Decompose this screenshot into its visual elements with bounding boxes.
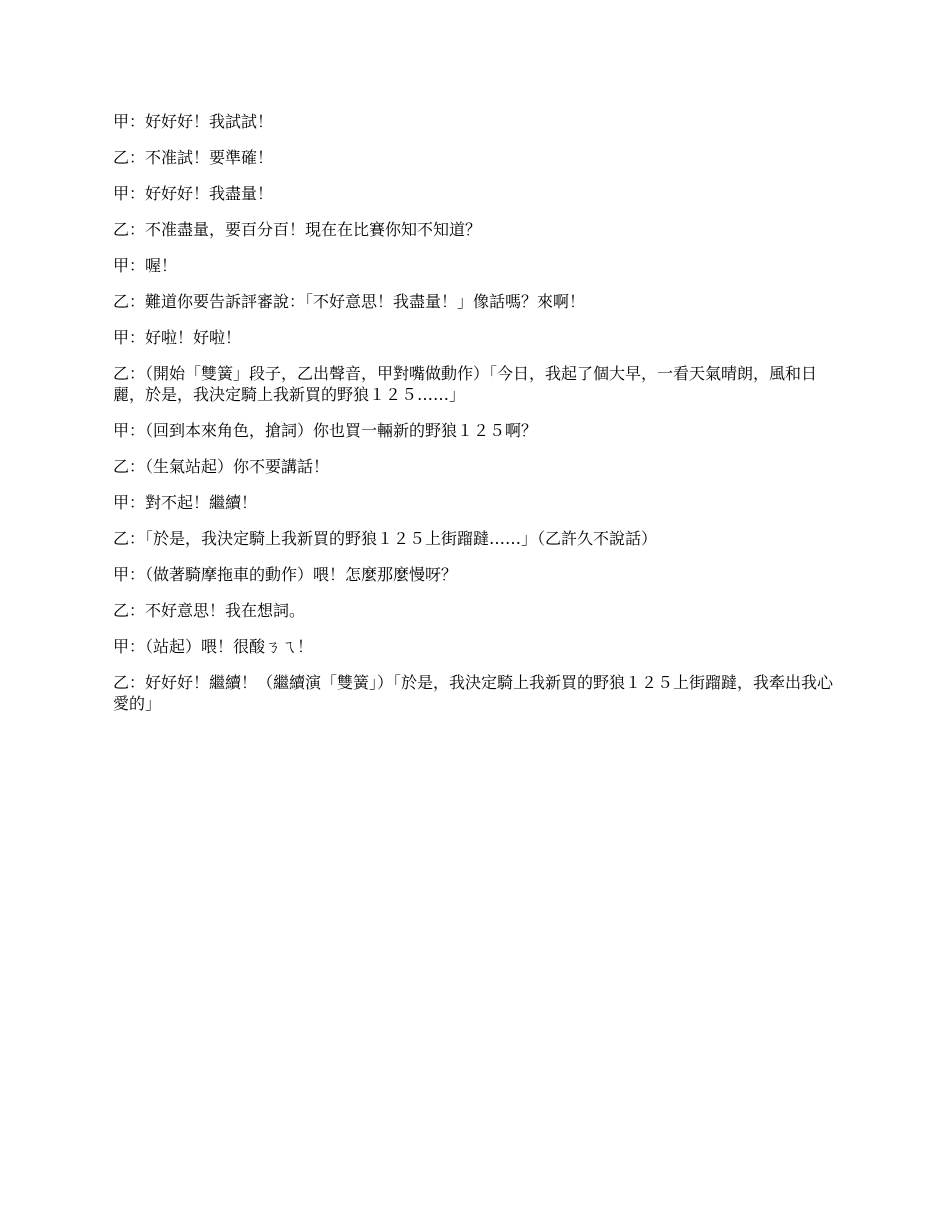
dialogue-line: 甲：喔！ xyxy=(113,256,178,275)
dialogue-line: 乙：難道你要告訴評審說：「不好意思！我盡量！」像話嗎？來啊！ xyxy=(113,292,586,311)
dialogue-line: 甲：（站起）喂！很酸ㄋㄟ！ xyxy=(113,637,314,656)
dialogue-line: 乙：（生氣站起）你不要講話！ xyxy=(113,457,330,476)
dialogue-line: 甲：（回到本來角色，搶詞）你也買一輛新的野狼１２５啊？ xyxy=(113,421,538,440)
dialogue-line: 甲：（做著騎摩拖車的動作）喂！怎麼那麼慢呀？ xyxy=(113,565,458,584)
dialogue-line: 甲：好好好！我試試！ xyxy=(113,112,274,131)
dialogue-line: 甲：好啦！好啦！ xyxy=(113,328,242,347)
dialogue-line: 乙：不好意思！我在想詞。 xyxy=(113,601,306,620)
dialogue-line: 甲：對不起！繼續！ xyxy=(113,493,258,512)
dialogue-line: 乙：好好好！繼續！（繼續演「雙簧」）「於是，我決定騎上我新買的野狼１２５上街蹓躂，我牽出我心愛的」 xyxy=(113,673,834,713)
dialogue-line: 乙：不准試！要準確！ xyxy=(113,148,274,167)
dialogue-text xyxy=(113,111,843,729)
dialogue-line: 甲：好好好！我盡量！ xyxy=(113,184,274,203)
dialogue-line: 乙：「於是，我決定騎上我新買的野狼１２５上街蹓躂……」（乙許久不說話） xyxy=(113,529,658,548)
dialogue-line: 乙：（開始「雙簧」段子，乙出聲音，甲對嘴做動作）「今日，我起了個大早，一看天氣晴朗，風和日麗，於是，我決定騎上我新買的野狼１２５……」 xyxy=(113,364,818,404)
dialogue-line: 乙：不准盡量，要百分百！現在在比賽你知不知道？ xyxy=(113,220,482,239)
